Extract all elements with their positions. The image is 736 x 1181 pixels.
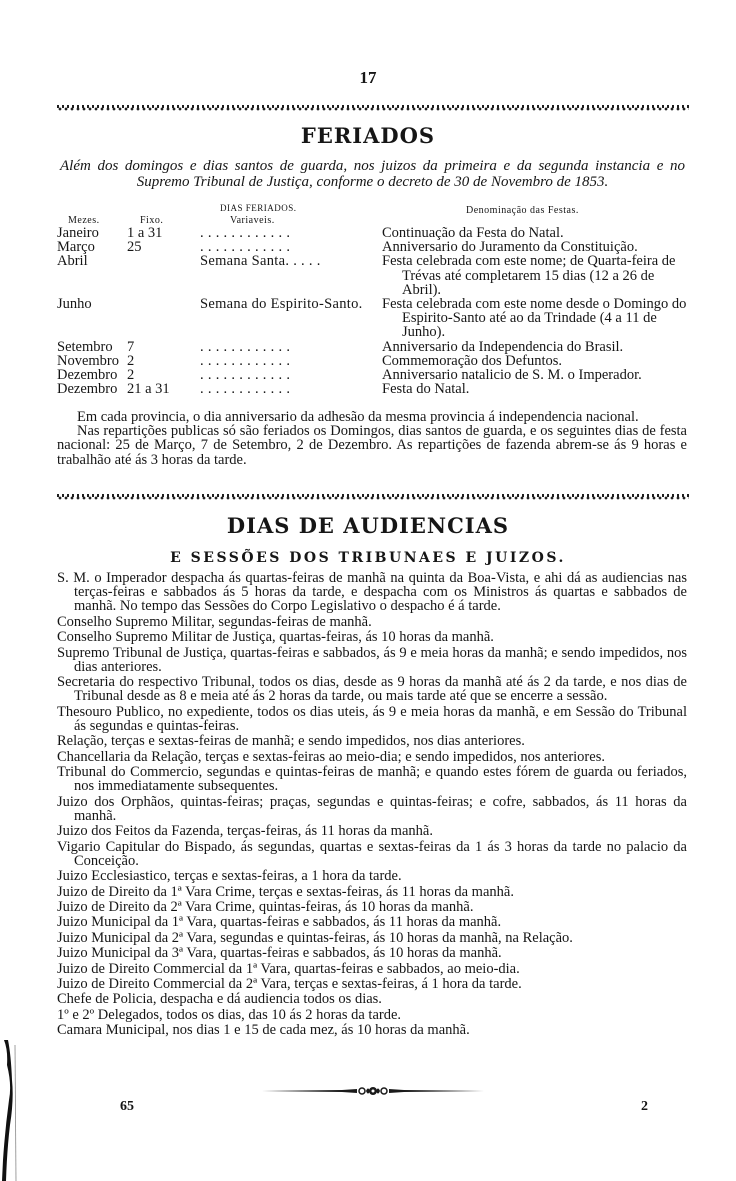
- wavy-rule-middle: [57, 492, 689, 500]
- festa-cell: Anniversario da Independencia do Brasil.: [382, 338, 624, 355]
- festa-cell: Anniversario natalicio de S. M. o Imperador.: [382, 367, 642, 384]
- feriado-row: [57, 354, 687, 368]
- variavel-cell: . . . . . . . . . . . .: [200, 239, 291, 256]
- fixo-cell: [127, 254, 200, 297]
- audiencia-entry: Secretaria do respectivo Tribunal, todos os dias, desde as 9 horas da manhã até ás 2 da tarde, e nos dias de Tribunal desde as 8 e meia até ás 2 horas da tarde, ou mais tarde até que se encerre a sessão.: [57, 674, 687, 705]
- variavel-cell: Semana do Espirito-Santo.: [200, 296, 363, 313]
- audiencia-entry: Juizo dos Orphãos, quintas-feiras; praças, segundas e quintas-feiras; e cofre, sabbados, ás 11 horas da manhã.: [57, 793, 687, 824]
- header-mezes: Mezes.: [68, 215, 100, 226]
- audiencia-entry: Juizo Municipal da 1ª Vara, quartas-feiras e sabbados, ás 11 horas da manhã.: [57, 914, 502, 931]
- mes-cell: Novembro: [57, 352, 120, 369]
- mes-cell: Janeiro: [57, 225, 99, 241]
- variavel-cell: . . . . . . . . . . . .: [200, 225, 291, 241]
- feriados-notes: [57, 410, 687, 467]
- audiencia-entry: 1º e 2º Delegados, todos os dias, das 10 ás 2 horas da tarde.: [57, 1006, 402, 1023]
- page-number-top: 17: [359, 68, 377, 87]
- mes-cell: Dezembro: [57, 367, 118, 384]
- wavy-rule-top: [57, 103, 689, 111]
- audiencia-entry: Juizo Municipal da 3ª Vara, quartas-feiras e sabbados, ás 10 horas da manhã.: [57, 945, 502, 962]
- binding-edge-icon: [0, 1040, 20, 1181]
- audiencia-entry: Vigario Capitular do Bispado, ás segundas, quartas e sextas-feiras da 1 ás 3 horas da tarde no palacio da Conceição.: [57, 838, 687, 869]
- mes-cell: Setembro: [57, 338, 113, 355]
- mes-cell: Dezembro: [57, 381, 118, 398]
- audiencias-subtitle: E SESSÕES DOS TRIBUNAES E JUIZOS.: [170, 550, 566, 566]
- feriado-row: [57, 254, 687, 297]
- festa-cell: Festa do Natal.: [382, 381, 470, 398]
- audiencias-list: [57, 571, 687, 1039]
- audiencia-entry: Juizo de Direito Commercial da 1ª Vara, quartas-feiras e sabbados, ao meio-dia.: [57, 960, 520, 977]
- fixo-cell: 2: [127, 367, 135, 384]
- feriado-row: [57, 240, 687, 254]
- audiencia-entry: Relação, terças e sextas-feiras de manhã; e sendo impedidos, nos dias anteriores.: [57, 733, 525, 750]
- variavel-cell: . . . . . . . . . . . .: [200, 338, 291, 355]
- feriados-intro: Além dos domingos e dias santos de guarda, nos juizos da primeira e da segunda instancia e no Supremo Tribunal de Justiça, conforme o decreto de 30 de Novembro de 1853.: [60, 158, 685, 190]
- header-denominacao: Denominação das Festas.: [466, 205, 579, 216]
- signature-mark-right: 2: [641, 1099, 648, 1114]
- audiencia-entry: Juizo de Direito Commercial da 2ª Vara, terças e sextas-feiras, á 1 hora da tarde.: [57, 976, 522, 993]
- audiencia-entry: Chefe de Policia, despacha e dá audiencia todos os dias.: [57, 991, 382, 1008]
- audiencia-entry: S. M. o Imperador despacha ás quartas-feiras de manhã na quinta da Boa-Vista, e ahi dá as audiencias nas terças-feiras e sabbados ás 5 horas da tarde, e despacha com os Ministros ás quartas e sabbados de manhã. No tempo das Sessões do Corpo Legislativo o despacho é á tarde.: [57, 570, 687, 615]
- fixo-cell: 25: [127, 239, 142, 256]
- feriado-row: [57, 297, 687, 340]
- festa-cell: Festa celebrada com este nome; de Quarta-feira de Trévas até completarem 15 dias (12 a 26 de Abril).: [382, 253, 676, 298]
- audiencia-entry: Juizo de Direito da 2ª Vara Crime, quintas-feiras, ás 10 horas da manhã.: [57, 899, 474, 916]
- feriado-row: [57, 382, 687, 396]
- audiencia-entry: Juizo de Direito da 1ª Vara Crime, terças e sextas-feiras, ás 11 horas da manhã.: [57, 883, 514, 900]
- signature-mark-left: 65: [120, 1099, 134, 1114]
- note-provincia: Em cada provincia, o dia anniversario da adhesão da mesma provincia á independencia nacional.: [77, 409, 639, 425]
- audiencia-entry: Thesouro Publico, no expediente, todos os dias uteis, ás 9 e meia horas da manhã, e em Sessão do Tribunal ás segundas e quintas-feiras.: [57, 703, 687, 734]
- audiencia-entry: Conselho Supremo Militar, segundas-feiras de manhã.: [57, 613, 372, 630]
- fixo-cell: 21 a 31: [127, 381, 170, 398]
- mes-cell: Junho: [57, 296, 92, 313]
- festa-cell: Commemoração dos Defuntos.: [382, 352, 563, 369]
- audiencia-entry: Camara Municipal, nos dias 1 e 15 de cada mez, ás 10 horas da manhã.: [57, 1022, 470, 1039]
- variavel-cell: Semana Santa. . . . .: [200, 253, 321, 270]
- fixo-cell: 7: [127, 338, 135, 355]
- audiencia-entry: Supremo Tribunal de Justiça, quartas-feiras e sabbados, ás 9 e meia horas da manhã; e sendo impedidos, nos dias anteriores.: [57, 644, 687, 675]
- feriados-title: FERIADOS: [300, 123, 436, 148]
- fleuron-ornament-icon: [262, 1084, 484, 1098]
- audiencia-entry: Juizo Ecclesiastico, terças e sextas-feiras, a 1 hora da tarde.: [57, 868, 402, 885]
- feriado-row: [57, 368, 687, 382]
- feriado-row: [57, 226, 687, 240]
- audiencias-title: DIAS DE AUDIENCIAS: [226, 513, 510, 538]
- feriado-row: [57, 340, 687, 354]
- feriados-table: [57, 226, 687, 396]
- festa-cell: Festa celebrada com este nome desde o Domingo do Espirito-Santo até ao da Trindade (4 a 11 de Junho).: [382, 296, 687, 341]
- audiencia-entry: Juizo Municipal da 2ª Vara, segundas e quintas-feiras, ás 10 horas da manhã, na Relação.: [57, 929, 573, 946]
- fixo-cell: [127, 297, 200, 340]
- header-fixo: Fixo.: [140, 215, 164, 226]
- variavel-cell: . . . . . . . . . . . .: [200, 381, 291, 398]
- variavel-cell: . . . . . . . . . . . .: [200, 352, 291, 369]
- festa-cell: Anniversario do Juramento da Constituição.: [382, 239, 638, 256]
- festa-cell: Continuação da Festa do Natal.: [382, 225, 564, 241]
- header-variaveis: Variaveis.: [230, 215, 275, 226]
- fixo-cell: 1 a 31: [127, 225, 163, 241]
- fixo-cell: 2: [127, 352, 135, 369]
- audiencia-entry: Chancellaria da Relação, terças e sextas-feiras ao meio-dia; e sendo impedidos, nos anteriores.: [57, 748, 605, 765]
- variavel-cell: . . . . . . . . . . . .: [200, 367, 291, 384]
- mes-cell: Março: [57, 239, 95, 256]
- audiencia-entry: Juizo dos Feitos da Fazenda, terças-feiras, ás 11 horas da manhã.: [57, 823, 433, 840]
- mes-cell: Abril: [57, 253, 88, 270]
- note-reparticoes: Nas repartições publicas só são feriados os Domingos, dias santos de guarda, e os seguintes dias de festa nacional: 25 de Março, 7 de Setembro, 2 de Dezembro. As repartições de fazenda abrem-se ás 9 horas e trabalhão até ás 3 horas da tarde.: [57, 423, 687, 468]
- audiencia-entry: Conselho Supremo Militar de Justiça, quartas-feiras, ás 10 horas da manhã.: [57, 629, 494, 646]
- audiencia-entry: Tribunal do Commercio, segundas e quintas-feiras de manhã; e quando estes fórem de guarda ou feriados, nos immediatamente subsequentes.: [57, 764, 687, 795]
- header-dias-feriados: DIAS FERIADOS.: [220, 203, 297, 213]
